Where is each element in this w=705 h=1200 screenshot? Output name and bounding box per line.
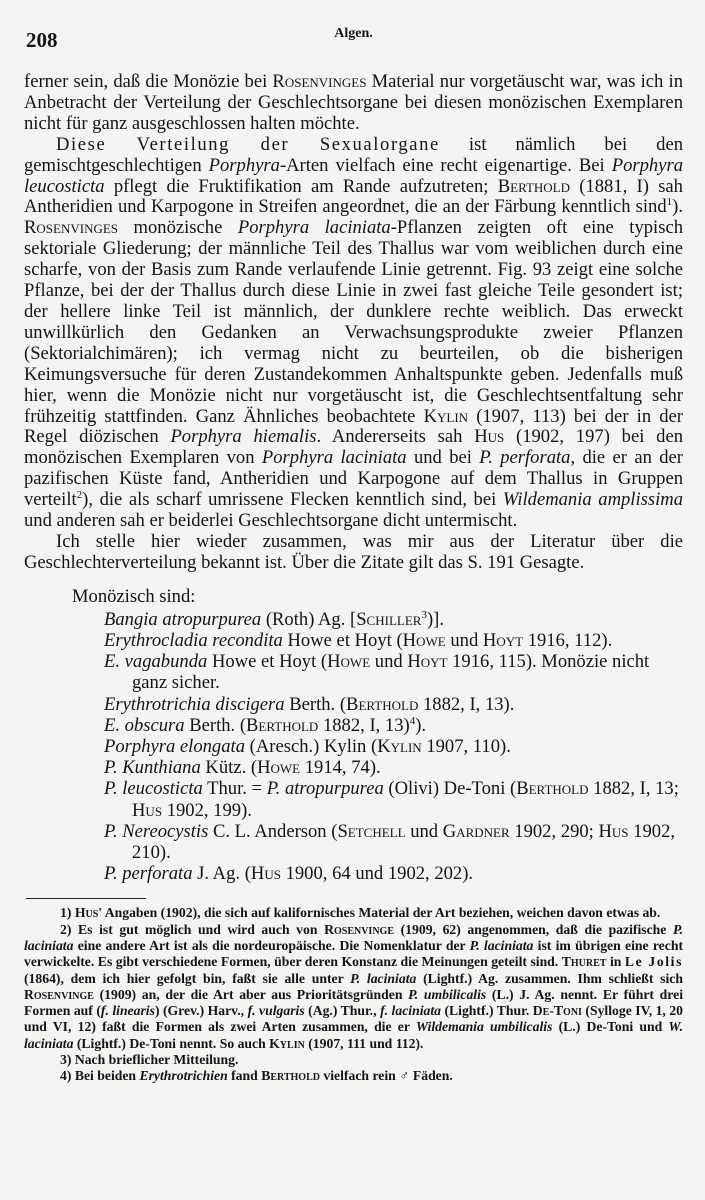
text-run: (1907, 111 und 112). [304,1035,424,1051]
text-run: Kylin [423,405,469,427]
text-run: Kütz. ( [200,757,258,779]
text-run: P. Nereocystis [104,820,209,842]
section-heading: Monözisch sind: [72,585,196,607]
text-run: Erythrotrichien [139,1068,228,1084]
text-run: (Lightf.) De-Toni nennt. So auch [73,1035,270,1051]
text-run: 1916, 115). Monözie nicht ganz sicher. [132,651,650,694]
text-run: Howe [257,757,301,779]
text-run: 1916, 112). [523,629,613,651]
species-entry [104,715,683,736]
text-run: 1882, I, 13). [418,693,515,715]
text-run: De-Toni [532,1003,582,1019]
text-run: ). [415,714,427,736]
text-run: 3 [421,608,427,621]
text-run: E. obscura [104,714,185,736]
text-run: und [445,629,483,651]
text-run: (L.) J. Ag. nennt. Er führt drei Formen auf ( [24,986,683,1019]
species-entry [104,736,683,757]
text-run: J. Ag. ( [192,863,251,885]
text-run: 1902, 290; [509,820,599,842]
text-run: eine andere Art ist als die nordeuropäische. Die Nomenklatur der [73,937,470,953]
text-run: ), die als scharf umrissene Flecken kenntlich sind, bei [82,489,503,511]
species-entry [104,651,683,693]
text-run: fand [227,1068,262,1084]
text-run: Howe et Hoyt ( [207,651,328,673]
text-run: Bangia atropurpurea [104,608,262,630]
paragraph [24,135,683,532]
species-entry [104,694,683,715]
text-run: Howe [327,651,371,673]
text-run: Hoyt [482,629,524,651]
text-run: 3) Nach brieflicher Mitteilung. [60,1052,239,1068]
text-run: (Lightf.) Ag. zusammen. Ihm schließt sich [416,970,683,986]
text-run: 1900, 64 und 1902, 202). [280,863,474,885]
text-run: Hus [598,820,629,842]
species-entry [104,757,683,778]
text-run: (1907, 113) bei der in der Regel diözischen [24,405,684,448]
text-run: f. linearis [100,1003,155,1019]
text-run: Diese Verteilung der Sexualorgane [56,133,440,155]
page-number: 208 [26,28,58,52]
paragraph [24,72,683,135]
text-run: P. umbilicalis [408,986,487,1002]
text-run: Setchell [337,820,406,842]
text-run: Porphyra hiemalis [170,426,317,448]
footnote [24,1068,683,1084]
text-run: und [405,820,443,842]
text-run: (Ag.) Thur., [304,1003,381,1019]
text-run: f. vulgaris [247,1003,305,1019]
text-run: Wildemania umbilicalis [415,1019,553,1035]
text-run: (Sylloge IV, 1, 20 und VI, 12) faßt die Formen als zwei Arten zusammen, die er [24,1003,684,1035]
text-run: Berth. ( [284,693,347,715]
text-run: (Olivi) De-Toni ( [383,778,517,800]
text-run: Porphyra leucosticta [24,154,684,197]
text-run: , die er an der pazifischen Küste fand, Antheridien und Karpogone auf dem Thallus in Gruppen verteilt [24,447,683,511]
text-run: (1881, I) sah Antheridien und Karpogone in Streifen angeordnet, die an der Färbung kenntlich sind [24,175,683,218]
footnote [24,922,683,1052]
text-run: 1907, 110). [421,735,511,757]
text-run: P. Kunthiana [104,757,201,779]
species-entry [104,863,683,884]
text-run: C. L. Anderson ( [208,820,338,842]
text-run: ist nämlich bei den gemischtgeschlechtigen [24,133,683,176]
text-run: und [370,651,408,673]
text-run: ist im übrigen eine recht verwickelte. Es gibt verschiedene Formen, über deren Konstanz die Meinungen geteilt sind. [24,937,683,970]
paragraph [24,532,683,574]
text-run: (1902, 197) bei den monözischen Exemplaren von [24,426,683,469]
body-text [24,72,683,574]
text-run: in [606,954,625,970]
page-header [24,26,683,56]
text-run: ferner sein, daß die Monözie bei [24,71,273,92]
text-run: P. perforata [104,863,193,885]
species-entry [104,609,683,630]
text-run: monözische [118,217,238,239]
text-run: . Andererseits sah [316,426,475,448]
text-run: P. laciniata [24,921,683,953]
text-run: (1864), dem ich hier gefolgt bin, faßt sie alle unter [24,970,351,986]
text-run: 2) Es ist gut möglich und wird auch von [60,921,325,937]
running-head: Algen. [334,26,373,41]
text-run: Hus [474,426,505,448]
text-run: (1909, 62) angenommen, daß die pazifische [394,921,673,937]
text-run: Kylin [269,1035,305,1051]
text-run: Wildemania amplissima [502,489,683,511]
text-run: Berthold [497,175,571,197]
text-run: Rosenvinges [24,217,119,239]
footnotes [24,905,683,1084]
text-run: Porphyra elongata [104,735,245,757]
text-run: ). [672,196,683,218]
text-run: 2 [76,488,83,501]
text-run: Erythrocladia recondita [104,629,283,651]
text-run: 1 [666,196,673,209]
text-run: Rosenvinge [324,921,394,937]
text-run: Thuret [561,954,607,970]
text-run: vielfach rein ♂ Fäden. [319,1068,453,1084]
text-run: (Aresch.) Kylin ( [245,735,378,757]
text-run: (Lightf.) Thur. [441,1003,533,1019]
text-run: (1909) an, der die Art aber aus Prioritätsgründen [93,986,409,1002]
text-run: Hus [250,863,281,885]
text-run: Ich stelle hier wieder zusammen, was mir aus der Literatur über die Geschlechterverteilung bekannt ist. Über die Zitate gilt das S. 191 Gesagte. [24,530,683,573]
text-run: P. atropurpurea [266,778,384,800]
text-run: Le Jolis [624,954,684,970]
text-run: )]. [426,608,444,630]
text-run: (L.) De-Toni und [552,1019,669,1035]
text-run: pflegt die Fruktifikation am Rande aufzutreten; [104,175,498,197]
text-run: 1902, 210). [132,820,676,863]
text-run: Howe et Hoyt ( [282,629,403,651]
species-list [24,609,683,885]
footnote-divider [26,898,146,899]
species-entry [104,821,683,863]
text-run: und bei [406,447,480,469]
text-run: f. laciniata [380,1003,441,1019]
text-run: -Pflanzen zeigten oft eine typisch sektoriale Gliederung; der männliche Teil des Thallus war vom weiblichen durch eine scharfe, von der Basis zum Rande verlaufende Linie getrennt. Fig. 93 zeigt eine solche Pflanze, bei der der Thallus durch diese Linie in zwei fast gleiche Teile gesondert ist; der hellere linke Teil ist männlich, der dunklere rechte weiblich. Das erweckt unwillkürlich den Gedanken an Verwachsungsprodukte zweier Pflanzen (Sektorialchimären); ich vermag nicht zu beurteilen, ob die bisherigen Keimungsversuche für deren Zustandekommen Anhaltspunkte geben. Jedenfalls muß hier, wenn die Monözie nicht nur vorgetäuscht ist, die Geschlechtsentfaltung sehr frühzeitig stattfinden. Ganz Ähnliches beobachtete [24,217,684,427]
text-run: Hoyt [407,651,448,673]
footnote [24,1052,683,1068]
text-run: -Arten vielfach eine recht eigenartige. Bei [279,154,612,176]
text-run: und anderen sah er beiderlei Geschlechtsorgane dicht untermischt. [24,510,518,532]
species-entry [104,778,683,820]
text-run: 1914, 74). [300,757,381,779]
text-run: E. vagabunda [104,651,208,673]
text-run: Rosenvinge [24,986,94,1002]
text-run: W. laciniata [24,1019,683,1051]
text-run: 4) Bei beiden [60,1068,140,1084]
text-run: Schiller [356,608,422,630]
text-run: 4 [409,714,416,727]
text-run: Kylin [377,735,422,757]
text-run: Berthold [346,693,419,715]
species-entry [104,630,683,651]
text-run: Porphyra laciniata [237,217,391,239]
text-run: P. laciniata [469,937,534,953]
text-run: 1902, 199). [162,799,252,821]
text-run: Howe [402,629,446,651]
text-run: Berthold [516,778,589,800]
text-run: Berthold [246,714,319,736]
text-run: P. perforata [479,447,571,469]
text-run: Material nur vorgetäuscht war, was ich in Anbetracht der Verteilung der Geschlechtsorgane bei diesen monözischen Exemplaren nicht für ganz ausgeschlossen halten möchte. [24,71,683,134]
text-run: Porphyra [208,154,280,176]
text-run: 1882, I, 13) [318,714,410,736]
text-run: Berthold [261,1068,320,1084]
text-run: Berth. ( [184,714,247,736]
text-run: Gardner [442,820,510,842]
text-run: Thur. = [202,778,267,800]
text-run: ) (Grev.) Harv., [154,1003,248,1019]
text-run: P. leucosticta [104,778,203,800]
text-run: ' Angaben (1902), die sich auf kalifornisches Material der Art beziehen, weichen davon etwas ab. [98,905,661,921]
text-run: 1882, I, 13; [588,778,679,800]
text-run: Erythrotrichia discigera [104,693,285,715]
text-run: Rosenvinges [272,71,367,92]
footnote [24,905,683,921]
text-run: P. laciniata [350,970,417,986]
text-run: Porphyra laciniata [261,447,407,469]
text-run: Hus [132,799,163,821]
text-run: 1) [60,905,75,921]
text-run: Hus [74,905,99,921]
text-run: (Roth) Ag. [ [261,608,357,630]
